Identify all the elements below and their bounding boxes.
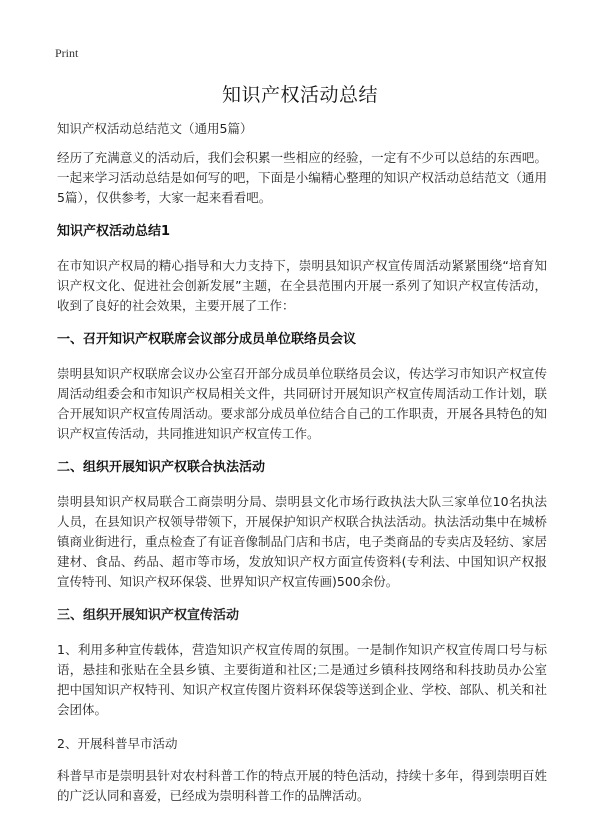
part-2-paragraph: 崇明县知识产权局联合工商崇明分局、崇明县文化市场行政执法大队三家单位10名执法人员，在县知识产权领导带领下，开展保护知识产权联合执法活动。执法活动集中在城桥镇商业街进行，重点检查了有证音像制品门店和书店，电子类商品的专卖店及轻纺、家居建材、食品、药品、超市等市场，发放知识产权方面宣传资料(专利法、中国知识产权报宣传特刊、知识产权环保袋、世界知识产权宣传画)500余份。 bbox=[57, 494, 547, 589]
part-2-heading: 二、组织开展知识产权联合执法活动 bbox=[57, 460, 266, 475]
part-3-item-2-heading: 2、开展科普早市活动 bbox=[57, 736, 178, 751]
part-1-heading: 一、召开知识产权联席会议部分成员单位联络员会议 bbox=[57, 332, 357, 347]
section-heading-1: 知识产权活动总结1 bbox=[57, 224, 171, 239]
intro-paragraph: 经历了充满意义的活动后，我们会积累一些相应的经验，一定有不少可以总结的东西吧。一起来学习活动总结是如何写的吧，下面是小编精心整理的知识产权活动总结范文（通用5篇），仅供参考，大家一起来看看吧。 bbox=[57, 150, 547, 205]
page-title: 知识产权活动总结 bbox=[221, 84, 378, 106]
part-3-heading: 三、组织开展知识产权宣传活动 bbox=[57, 608, 240, 623]
document-body bbox=[57, 120, 547, 820]
part-3-item-2-paragraph: 科普早市是崇明县针对农村科普工作的特点开展的特色活动，持续十多年，得到崇明百姓的广泛认同和喜爱，已经成为崇明科普工作的品牌活动。 bbox=[57, 768, 547, 803]
part-3-item-1: 1、利用多种宣传载体，营造知识产权宣传周的氛围。一是制作知识产权宣传周口号与标语，悬挂和张贴在全县乡镇、主要街道和社区;二是通过乡镇科技网络和科技助员办公室把中国知识产权特刊、知识产权宣传图片资料环保袋等送到企业、学校、部队、机关和社会团体。 bbox=[57, 642, 547, 717]
print-label: Print bbox=[55, 46, 79, 60]
section-1-paragraph: 在市知识产权局的精心指导和大力支持下，崇明县知识产权宣传周活动紧紧围绕“培育知识产权文化、促进社会创新发展”主题，在全县范围内开展一系列了知识产权宣传活动，收到了良好的社会效果，主要开展了工作： bbox=[57, 258, 547, 313]
part-1-paragraph: 崇明县知识产权联席会议办公室召开部分成员单位联络员会议，传达学习市知识产权宣传周活动组委会和市知识产权局相关文件，共同研讨开展知识产权宣传周活动工作计划，联合开展知识产权宣传周活动。要求部分成员单位结合自己的工作职责，开展各具特色的知识产权宣传活动，共同推进知识产权宣传工作。 bbox=[57, 366, 547, 441]
document-subtitle: 知识产权活动总结范文（通用5篇） bbox=[57, 121, 253, 136]
